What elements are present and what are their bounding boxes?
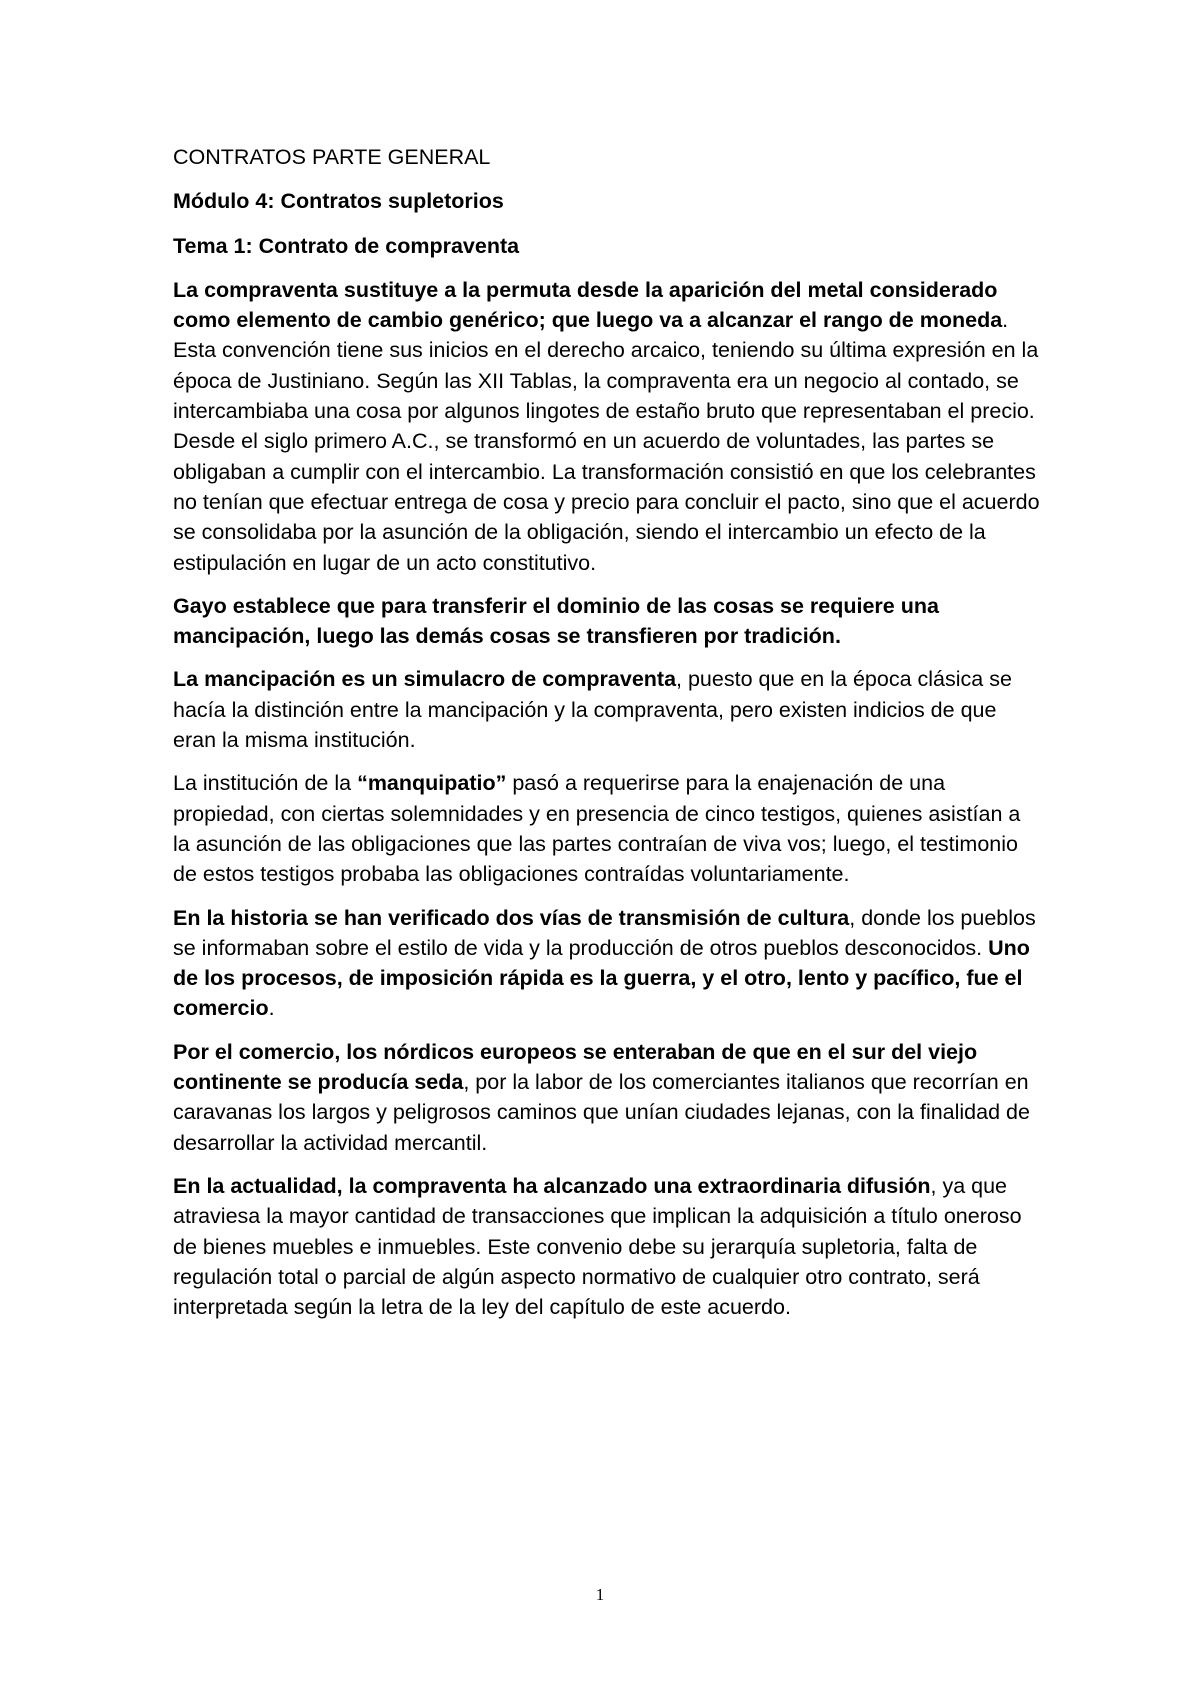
- text-run: , por la labor de los comerciantes italianos que recorrían en caravanas los largos y peligrosos caminos que unían ciudades lejanas, con la finalidad de desarrollar la actividad mercantil.: [173, 1070, 1030, 1155]
- bold-text-run: La mancipación es un simulacro de compraventa: [173, 667, 677, 692]
- text-run: La institución de la: [173, 771, 358, 796]
- text-run: , puesto que en la época clásica se hacía la distinción entre la mancipación y la compraventa, pero existen indicios de que eran la misma institución.: [173, 667, 1012, 753]
- bold-text-run: Gayo establece que para transferir el dominio de las cosas se requiere una mancipación, luego las demás cosas se transfieren por tradición.: [173, 593, 939, 649]
- document-title: CONTRATOS PARTE GENERAL: [173, 145, 491, 169]
- bold-text-run: Por el comercio, los nórdicos europeos se enteraban de que en el sur del viejo continente se producía seda: [173, 1039, 978, 1095]
- body-paragraph: [173, 275, 1043, 578]
- body-paragraphs: [173, 275, 1043, 1323]
- body-paragraph: [173, 768, 1043, 889]
- document-content: [173, 142, 1043, 1335]
- bold-text-run: En la actualidad, la compraventa ha alcanzado una extraordinaria difusión: [173, 1173, 931, 1198]
- bold-text-run: Uno de los procesos, de imposición rápida es la guerra, y el otro, lento y pacífico, fue el comercio: [173, 935, 1030, 1021]
- body-paragraph: [173, 1037, 1043, 1158]
- body-paragraph: [173, 1171, 1043, 1322]
- bold-text-run: “manquipatio”: [357, 771, 507, 796]
- text-run: pasó a requerirse para la enajenación de una propiedad, con ciertas solemnidades y en presencia de cinco testigos, quienes asistían a la asunción de las obligaciones que las partes contraían de viva vos; luego, el testimonio de estos testigos probaba las obligaciones contraídas voluntariamente.: [173, 771, 1021, 887]
- module-heading: Módulo 4: Contratos supletorios: [173, 189, 504, 214]
- text-run: , donde los pueblos se informaban sobre el estilo de vida y la producción de otros pueblos desconocidos.: [173, 905, 1036, 960]
- text-run: . Esta convención tiene sus inicios en el derecho arcaico, teniendo su última expresión en la época de Justiniano. Según las XII Tablas, la compraventa era un negocio al contado, se intercambiaba una cosa por algunos lingotes de estaño bruto que representaban el precio. Desde el siglo primero A.C., se transformó en un acuerdo de voluntades, las partes se obligaban a cumplir con el intercambio. La transformación consistió en que los celebrantes no tenían que efectuar entrega de cosa y precio para concluir el pacto, sino que el acuerdo se consolidaba por la asunción de la obligación, siendo el intercambio un efecto de la estipulación en lugar de un acto constitutivo.: [173, 308, 1040, 575]
- text-run: .: [268, 996, 275, 1021]
- body-paragraph: [173, 591, 1043, 652]
- body-paragraph: [173, 664, 1043, 755]
- text-run: , ya que atraviesa la mayor cantidad de transacciones que implican la adquisición a título oneroso de bienes muebles e inmuebles. Este convenio debe su jerarquía supletoria, falta de regulación total o parcial de algún aspecto normativo de cualquier otro contrato, será interpretada según la letra de la ley del capítulo de este acuerdo.: [173, 1173, 1022, 1320]
- bold-text-run: La compraventa sustituye a la permuta desde la aparición del metal considerado como elemento de cambio genérico; que luego va a alcanzar el rango de moneda: [173, 277, 1003, 333]
- bold-text-run: En la historia se han verificado dos vías de transmisión de cultura: [173, 905, 850, 930]
- body-paragraph: [173, 903, 1043, 1024]
- topic-heading: Tema 1: Contrato de compraventa: [173, 233, 520, 258]
- page-number: 1: [595, 1585, 605, 1604]
